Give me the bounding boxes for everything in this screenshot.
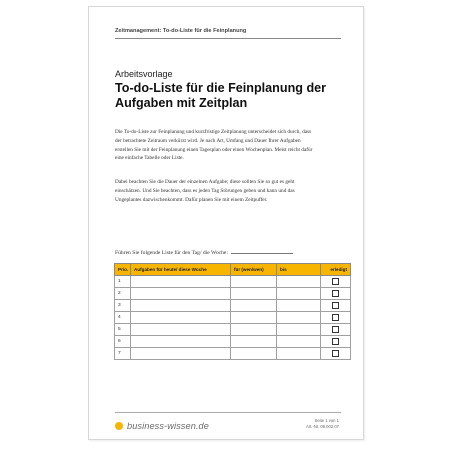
table-row (115, 288, 351, 300)
task-cell[interactable] (131, 336, 231, 348)
document-title: To-do-Liste für die Feinplanung der Aufgaben mit Zeitplan (115, 81, 327, 110)
for-whom-cell[interactable] (231, 276, 277, 288)
todo-table (114, 263, 351, 360)
article-number: Art.-Nr. 06.002.07 (305, 424, 339, 429)
until-cell[interactable] (277, 312, 321, 324)
task-cell[interactable] (131, 348, 231, 360)
until-cell[interactable] (277, 300, 321, 312)
done-cell (321, 288, 351, 300)
for-whom-cell[interactable] (231, 324, 277, 336)
done-cell (321, 276, 351, 288)
header-done: erledigt (321, 264, 351, 276)
header-prio: Prio. (115, 264, 131, 276)
done-checkbox[interactable] (332, 290, 338, 296)
done-checkbox[interactable] (332, 302, 338, 308)
row-number: 6 (115, 336, 131, 348)
for-whom-cell[interactable] (231, 300, 277, 312)
row-number: 3 (115, 300, 131, 312)
row-number: 7 (115, 348, 131, 360)
footer-divider (115, 412, 341, 413)
document-page (88, 6, 364, 440)
page-count: Seite 1 von 1 (314, 418, 339, 423)
row-number: 2 (115, 288, 131, 300)
done-cell (321, 312, 351, 324)
for-whom-cell[interactable] (231, 336, 277, 348)
header-tasks: Aufgaben für heute/ diese Woche (131, 264, 231, 276)
for-whom-cell[interactable] (231, 288, 277, 300)
fill-in-blank[interactable] (231, 249, 293, 254)
header-divider (115, 38, 341, 39)
instruction-line (115, 249, 293, 256)
done-cell (321, 336, 351, 348)
done-cell (321, 348, 351, 360)
task-cell[interactable] (131, 324, 231, 336)
table-row (115, 312, 351, 324)
until-cell[interactable] (277, 324, 321, 336)
brand-logo[interactable] (115, 421, 209, 431)
done-cell (321, 300, 351, 312)
document-subtitle: Arbeitsvorlage (115, 69, 173, 79)
task-cell[interactable] (131, 276, 231, 288)
table-row (115, 300, 351, 312)
done-checkbox[interactable] (332, 350, 338, 356)
until-cell[interactable] (277, 288, 321, 300)
done-checkbox[interactable] (332, 326, 338, 332)
task-cell[interactable] (131, 312, 231, 324)
logo-dot-icon (115, 422, 123, 430)
row-number: 5 (115, 324, 131, 336)
until-cell[interactable] (277, 276, 321, 288)
done-cell (321, 324, 351, 336)
done-checkbox[interactable] (332, 338, 338, 344)
task-cell[interactable] (131, 288, 231, 300)
advice-paragraph: Dabei beachten Sie die Dauer der einzelnen Aufgabe; diese sollten Sie so gut es geht einschätzen. Und Sie beachten, dass es jeden Tag Störungen geben und kann und das Ungeplantes dazwischenkommt. Dafür planen Sie mit einem Zeitpuffer. (115, 179, 295, 203)
table-row (115, 276, 351, 288)
footer-meta (306, 418, 339, 430)
running-header: Zeitmanagement: To-do-Liste für die Feinplanung (115, 28, 247, 34)
until-cell[interactable] (277, 348, 321, 360)
header-until: bis (277, 264, 321, 276)
table-header-row (115, 264, 351, 276)
until-cell[interactable] (277, 336, 321, 348)
done-checkbox[interactable] (332, 314, 338, 320)
for-whom-cell[interactable] (231, 312, 277, 324)
logo-text: business-wissen.de (127, 421, 209, 431)
instruction-text: Führen Sie folgende Liste für den Tag/ die Woche: (115, 250, 228, 256)
done-checkbox[interactable] (332, 278, 338, 284)
table-row (115, 324, 351, 336)
task-cell[interactable] (131, 300, 231, 312)
row-number: 4 (115, 312, 131, 324)
table-row (115, 348, 351, 360)
intro-paragraph: Die To-do-Liste zur Feinplanung und kurzfristige Zeitplanung unterscheidet sich durch, dass der betrachtete Zeitraum verkürzt wird. Je nach Art, Umfang und Dauer Ihrer Aufgaben erstellen Sie mit der Feinplanung einen Tagesplan oder einen Wochenplan. Meist reicht dafür eine einfache Tabelle oder Liste. (115, 129, 313, 162)
row-number: 1 (115, 276, 131, 288)
for-whom-cell[interactable] (231, 348, 277, 360)
header-for-whom: für (wen/wen) (231, 264, 277, 276)
table-row (115, 336, 351, 348)
